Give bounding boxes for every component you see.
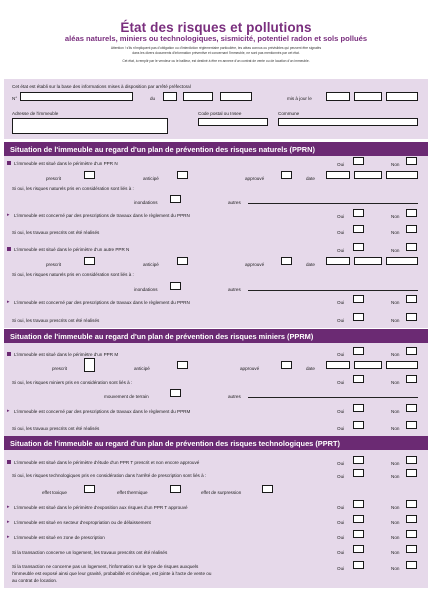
non-label: Non [391,461,400,466]
pprt-q6-non-checkbox[interactable] [406,561,417,569]
pprm-date-year-field[interactable] [386,361,418,369]
pprm-q2-non-checkbox[interactable] [406,404,417,412]
pprt-toxique-checkbox[interactable] [84,485,95,493]
pprm-q2b-oui-checkbox[interactable] [353,421,364,429]
pprt-section-band: Situation de l'immeuble au regard d'un plan de prévention des risques technologiques (PPRT) [4,436,428,450]
pprn-q4-non-checkbox[interactable] [406,295,417,303]
pprn-autres-line[interactable] [248,203,418,204]
non-label: Non [391,162,400,167]
pprt-q6-line-1: Si la transaction ne concerne pas un logement, l'information sur le type de risques auxquels [12,564,199,569]
oui-label: Oui [337,300,345,305]
oui-label: Oui [337,318,345,323]
pprn-q4b-non-checkbox[interactable] [406,313,417,321]
pprm-q2-oui-checkbox[interactable] [353,404,364,412]
oui-label: Oui [337,426,345,431]
pprt-q5-oui-checkbox[interactable] [353,545,364,553]
pprt-q5-label: Si la transaction concerne un logement, les travaux prescrits ont été réalisés [12,550,168,555]
pprn-q1-non-checkbox[interactable] [406,157,417,165]
oui-label: Oui [337,505,345,510]
arrow-icon: ▸ [7,504,10,510]
autres-label: autres [228,200,241,205]
bullet-icon [7,247,11,251]
pprt-q6-line-2: l'immeuble est exposé ainsi que leur gravité, probabilité et cinétique, est jointe à l'acte de vente ou [12,571,212,576]
pprm-q1-oui-checkbox[interactable] [353,347,364,355]
notice-line-3: Cet état, à remplir par le vendeur ou le bailleur, est destiné à être en annexe d'un contrat de vente ou de location d'un immeuble. [122,59,310,63]
pprt-thermique-checkbox[interactable] [170,485,181,493]
pprn-q3-non-checkbox[interactable] [406,243,417,251]
pprm-risks-non-checkbox[interactable] [406,375,417,383]
pprn-prescrit-checkbox[interactable] [84,171,95,179]
pprt-q4-label: L'immeuble est situé en zone de prescription [14,535,105,540]
address-field[interactable] [12,118,168,134]
non-label: Non [391,535,400,540]
effet-surpression-label: effet de surpression [201,490,242,495]
pprt-q3-non-checkbox[interactable] [406,515,417,523]
arrete-month-field[interactable] [183,92,213,101]
pprt-q2-oui-checkbox[interactable] [353,500,364,508]
non-label: Non [391,318,400,323]
non-label: Non [391,520,400,525]
date-label: date [306,366,315,371]
inondations-label: inondations [134,200,158,205]
pprn-q2b-label: Si oui, les travaux prescrits ont été réalisés [12,230,100,235]
inondations-label: inondations [134,287,158,292]
pprm-autres-line[interactable] [248,397,418,398]
pprn-q3-date-day-field[interactable] [326,257,350,265]
pprn-approuve-checkbox[interactable] [281,171,292,179]
pprm-q2-label: L'immeuble est concerné par des prescriptions de travaux dans le règlement du PPRM [14,409,191,414]
pprn-q3-date-month-field[interactable] [354,257,382,265]
arrete-number-field[interactable] [20,92,133,101]
bullet-icon [7,352,11,356]
oui-label: Oui [337,248,345,253]
oui-label: Oui [337,535,345,540]
non-label: Non [391,352,400,357]
oui-label: Oui [337,566,345,571]
date-label: date [306,176,315,181]
pprn-anticipe-checkbox[interactable] [177,171,188,179]
oui-label: Oui [337,230,345,235]
pprm-anticipe-checkbox[interactable] [177,361,188,369]
pprt-q2-label: L'immeuble est situé dans le périmètre d'exposition aux risques d'un PPR T approuvé [14,505,188,510]
non-label: Non [391,550,400,555]
pprt-q3-oui-checkbox[interactable] [353,515,364,523]
oui-label: Oui [337,162,345,167]
notice-line-2: dans les divers documents d'information préventive et concernant l'immeuble, ne sont pas mentionnés par cet état. [132,51,300,55]
pprn-q3-autres-line[interactable] [248,290,418,291]
pprm-date-month-field[interactable] [354,361,382,369]
non-label: Non [391,214,400,219]
commune-field[interactable] [278,118,418,126]
pprn-q3-prescrit-checkbox[interactable] [84,257,95,265]
approuve-label: approuvé [240,366,260,371]
pprt-q6-line-3: au contrat de location. [12,578,58,583]
arrete-day-field[interactable] [163,92,177,101]
oui-label: Oui [337,474,345,479]
pprn-q3-inondations-checkbox[interactable] [170,282,181,290]
notice-line-1: Attention ! s'ils n'impliquent pas d'obligation ou d'interdiction réglementaire particulière, les aléas connus ou prévisibles qui peuvent être signalés [110,46,322,50]
bullet-icon [7,161,11,165]
pprt-q1-label: L'immeuble est situé dans le périmètre d'étude d'un PPR T prescrit et non encore approuvé [14,460,200,465]
pprn-q3-oui-checkbox[interactable] [353,243,364,251]
pprn-section-band: Situation de l'immeuble au regard d'un plan de prévention des risques naturels (PPRN) [4,142,428,156]
pprm-date-day-field[interactable] [326,361,350,369]
oui-label: Oui [337,550,345,555]
oui-label: Oui [337,520,345,525]
pprn-q2-oui-checkbox[interactable] [353,209,364,217]
pprn-q3-approuve-checkbox[interactable] [281,257,292,265]
identity-intro: Cet état est établi sur la base des informations mises à disposition par arrêté préfectoral [12,84,191,89]
commune-label: Commune [278,111,300,116]
anticipe-label: anticipé [143,262,159,267]
pprt-q1b-non-checkbox[interactable] [406,469,417,477]
oui-label: Oui [337,214,345,219]
autres-label: autres [228,394,241,399]
pprt-q2-non-checkbox[interactable] [406,500,417,508]
pprn-q2-label: L'immeuble est concerné par des prescriptions de travaux dans le règlement du PPRN [14,213,190,218]
pprn-q4-oui-checkbox[interactable] [353,295,364,303]
pprn-q3-date-year-field[interactable] [386,257,418,265]
non-label: Non [391,566,400,571]
du-label: du [150,96,156,101]
pprt-q6-oui-checkbox[interactable] [353,561,364,569]
pprm-mouvement-checkbox[interactable] [170,389,181,397]
bullet-icon [7,460,11,464]
pprm-section-band: Situation de l'immeuble au regard d'un plan de prévention des risques miniers (PPRM) [4,329,428,343]
pprn-q1-oui-checkbox[interactable] [353,157,364,165]
pprn-q2b-oui-checkbox[interactable] [353,225,364,233]
pprt-q3-label: L'immeuble est situé en secteur d'expropriation ou de délaissement [14,520,151,525]
no-label: N° [12,96,18,101]
arrow-icon: ▸ [7,299,10,305]
page-subtitle: aléas naturels, miniers ou technologiques, sismicité, potentiel radon et sols pollués [64,34,368,43]
pprn-date-month-field[interactable] [354,171,382,179]
pprm-risks-label: Si oui, les risques miniers pris en considération sont liés à : [12,380,133,385]
pprm-q1-non-checkbox[interactable] [406,347,417,355]
approuve-label: approuvé [245,262,265,267]
oui-label: Oui [337,409,345,414]
update-month-field[interactable] [354,92,382,101]
prescrit-label: prescrit [52,366,68,371]
update-day-field[interactable] [326,92,350,101]
non-label: Non [391,505,400,510]
pprm-risks-oui-checkbox[interactable] [353,375,364,383]
pprn-date-year-field[interactable] [386,171,418,179]
pprt-q1b-oui-checkbox[interactable] [353,469,364,477]
pprt-q4-oui-checkbox[interactable] [353,530,364,538]
mouvement-label: mouvement de terrain [104,394,149,399]
date-label: date [306,262,315,267]
non-label: Non [391,300,400,305]
postal-label: Code postal ou Insee [198,111,242,116]
pprn-q3-anticipe-checkbox[interactable] [177,257,188,265]
anticipe-label: anticipé [134,366,150,371]
non-label: Non [391,230,400,235]
pprn-q1-label: L'immeuble est situé dans le périmètre d'un PPR N [14,161,118,166]
pprt-q1-oui-checkbox[interactable] [353,456,364,464]
non-label: Non [391,380,400,385]
effet-toxique-label: effet toxique [42,490,67,495]
update-year-field[interactable] [386,92,418,101]
pprt-q1-non-checkbox[interactable] [406,456,417,464]
pprn-q4b-label: Si oui, les travaux prescrits ont été réalisés [12,318,100,323]
pprm-prescrit-checkbox[interactable] [84,358,95,372]
pprn-q2b-non-checkbox[interactable] [406,225,417,233]
arrow-icon: ▸ [7,519,10,525]
pprn-q4-label: L'immeuble est concerné par des prescriptions de travaux dans le règlement du PPRN [14,300,190,305]
autres-label: autres [228,287,241,292]
prescrit-label: prescrit [46,176,62,181]
pprn-risks-label: Si oui, les risques naturels pris en considération sont liés à : [12,272,134,277]
pprn-q3-label: L'immeuble est situé dans le périmètre d'un autre PPR N [14,247,130,252]
pprn-risks-label: Si oui, les risques naturels pris en considération sont liés à : [12,186,134,191]
address-label: Adresse de l'immeuble [12,111,59,116]
arrete-year-field[interactable] [220,92,252,101]
pprt-surpression-checkbox[interactable] [262,485,273,493]
oui-label: Oui [337,352,345,357]
arrow-icon: ▸ [7,534,10,540]
pprt-q1b-label: Si oui, les risques technologiques pris en considération dans l'arrêté de prescription sont liés à : [12,473,207,478]
non-label: Non [391,426,400,431]
pprt-q4-non-checkbox[interactable] [406,530,417,538]
pprm-q2b-label: Si oui, les travaux prescrits ont été réalisés [12,426,100,431]
pprn-q4b-oui-checkbox[interactable] [353,313,364,321]
pprn-inondations-checkbox[interactable] [170,195,181,203]
pprn-date-day-field[interactable] [326,171,350,179]
update-label: mis à jour le [287,96,312,101]
pprn-q2-non-checkbox[interactable] [406,209,417,217]
page-title: État des risques et pollutions [120,20,312,35]
arrow-icon: ▸ [7,408,10,414]
pprm-q1-label: L'immeuble est situé dans le périmètre d'un PPR M [14,352,119,357]
oui-label: Oui [337,461,345,466]
prescrit-label: prescrit [46,262,62,267]
approuve-label: approuvé [245,176,265,181]
arrow-icon: ▸ [7,212,10,218]
oui-label: Oui [337,380,345,385]
pprt-q5-non-checkbox[interactable] [406,545,417,553]
non-label: Non [391,248,400,253]
anticipe-label: anticipé [143,176,159,181]
postal-field[interactable] [198,118,268,126]
pprm-q2b-non-checkbox[interactable] [406,421,417,429]
effet-thermique-label: effet thermique [117,490,148,495]
pprm-approuve-checkbox[interactable] [281,361,292,369]
non-label: Non [391,409,400,414]
non-label: Non [391,474,400,479]
